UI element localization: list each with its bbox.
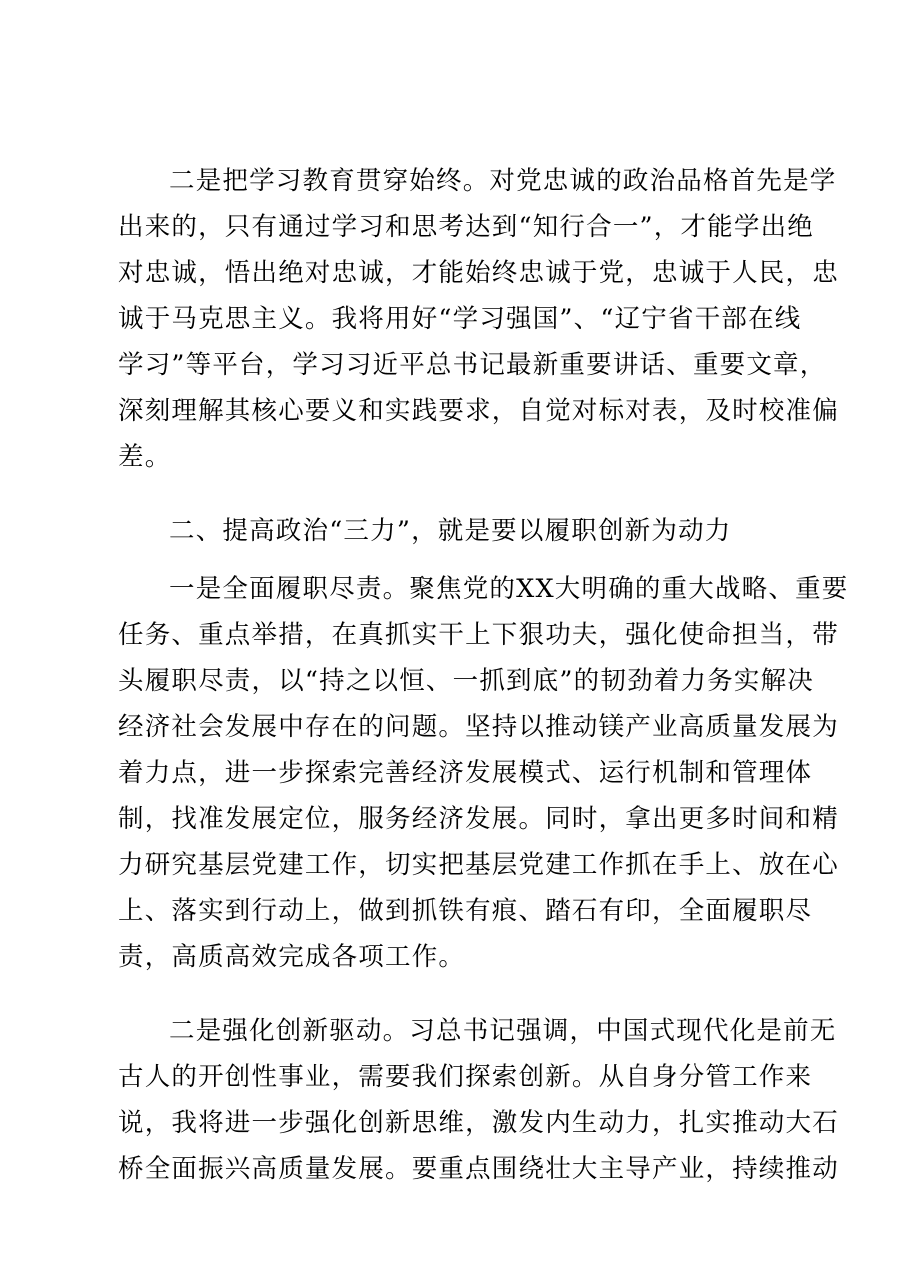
paragraph-line: 对忠诚，悟出绝对忠诚，才能始终忠诚于党，忠诚于人民，忠	[118, 258, 839, 288]
paragraph-line: 二是强化创新驱动。习总书记强调，中国式现代化是前无	[169, 1016, 837, 1046]
paragraph-line: 二是把学习教育贯穿始终。对党忠诚的政治品格首先是学	[169, 166, 837, 196]
paragraph-line: 一是全面履职尽责。聚焦党的XX大明确的重大战略、重要	[169, 574, 849, 604]
paragraph-line: 上、落实到行动上，做到抓铁有痕、踏石有印，全面履职尽	[118, 896, 813, 926]
paragraph-line: 出来的，只有通过学习和思考达到“知行合一”，才能学出绝	[118, 212, 814, 242]
paragraph-line: 力研究基层党建工作，切实把基层党建工作抓在手上、放在心	[118, 850, 839, 880]
paragraph-innovation	[118, 1008, 839, 1192]
paragraph-line: 差。	[118, 442, 172, 472]
document-body	[118, 158, 849, 1192]
paragraph-learning-education	[118, 158, 839, 480]
section-heading: 二、提高政治“三力”，就是要以履职创新为动力	[169, 516, 732, 546]
paragraph-line: 学习”等平台，学习习近平总书记最新重要讲话、重要文章，	[118, 350, 827, 380]
paragraph-fulfill-duties	[118, 566, 849, 980]
paragraph-line: 说，我将进一步强化创新思维，激发内生动力，扎实推动大石	[118, 1108, 839, 1138]
paragraph-line: 制，找准发展定位，服务经济发展。同时，拿出更多时间和精	[118, 804, 839, 834]
paragraph-line: 古人的开创性事业，需要我们探索创新。从自身分管工作来	[118, 1062, 813, 1092]
paragraph-line: 头履职尽责，以“持之以恒、一抓到底”的韧劲着力务实解决	[118, 666, 814, 696]
paragraph-line: 桥全面振兴高质量发展。要重点围绕壮大主导产业，持续推动	[118, 1154, 839, 1184]
paragraph-line: 任务、重点举措，在真抓实干上下狠功夫，强化使命担当，带	[118, 620, 839, 650]
paragraph-line: 着力点，进一步探索完善经济发展模式、运行机制和管理体	[118, 758, 813, 788]
paragraph-line: 责，高质高效完成各项工作。	[118, 942, 466, 972]
paragraph-line: 诚于马克思主义。我将用好“学习强国”、“辽宁省干部在线	[118, 304, 802, 334]
paragraph-line: 深刻理解其核心要义和实践要求，自觉对标对表，及时校准偏	[118, 396, 839, 426]
paragraph-line: 经济社会发展中存在的问题。坚持以推动镁产业高质量发展为	[118, 712, 839, 742]
